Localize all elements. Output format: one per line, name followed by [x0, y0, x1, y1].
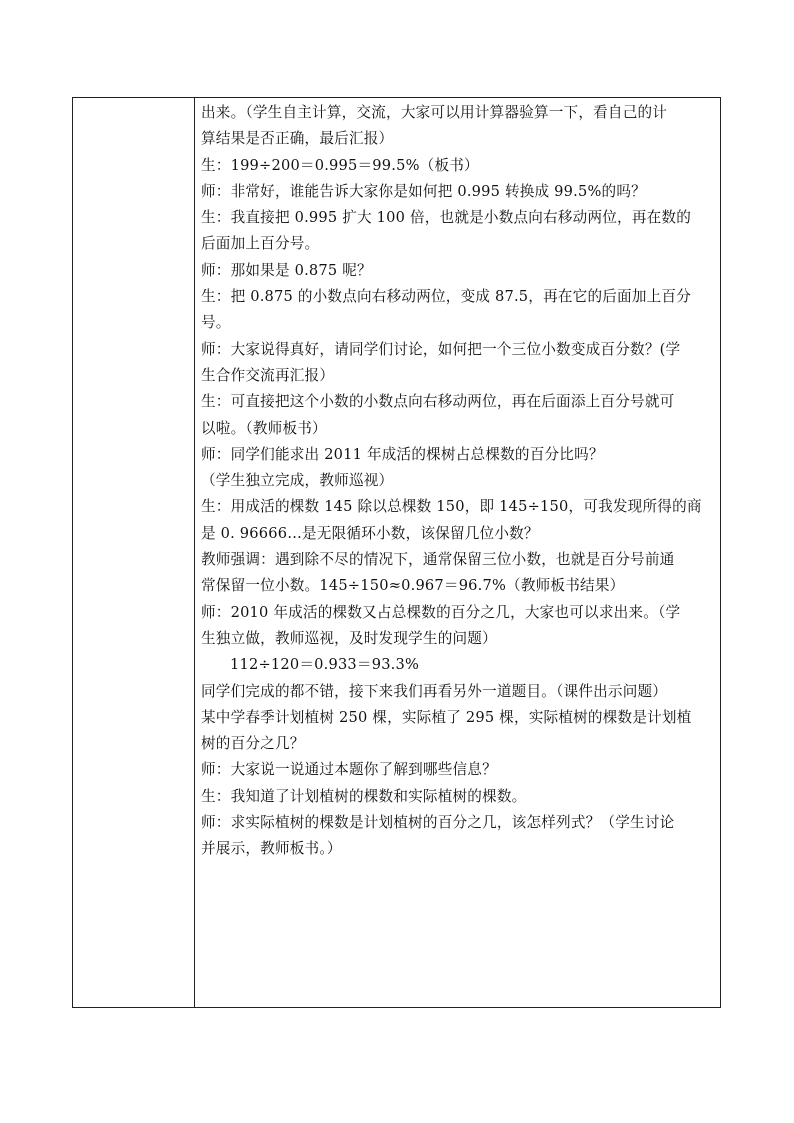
text-line: 师：求实际植树的棵数是计划植树的百分之几，该怎样列式？（学生讨论: [201, 814, 675, 832]
text-line: 生独立做，教师巡视，及时发现学生的问题）: [201, 629, 497, 647]
lesson-table: [72, 97, 721, 1008]
text-line: 以啦。（教师板书）: [201, 419, 327, 437]
text-line: 后面加上百分号。: [201, 235, 320, 253]
text-line: 常保留一位小数。145÷150≈0.967＝96.7%（教师板书结果）: [201, 577, 625, 595]
text-line: 师：大家说得真好，请同学们讨论，如何把一个三位小数变成百分数？(学: [201, 340, 681, 358]
text-line: 师：那如果是 0.875 呢？: [201, 261, 372, 279]
text-line: 生：我知道了计划植树的棵数和实际植树的棵数。: [201, 787, 527, 805]
text-line: 师：2010 年成活的棵数又占总棵数的百分之几，大家也可以求出来。（学: [201, 603, 681, 621]
text-line: 生：可直接把这个小数的小数点向右移动两位，再在后面添上百分号就可: [201, 393, 675, 411]
equation-line: 112÷120＝0.933＝93.3%: [230, 656, 420, 674]
text-line: 生：把 0.875 的小数点向右移动两位，变成 87.5，再在它的后面加上百分: [201, 288, 692, 306]
left-column-cell: [73, 98, 195, 1007]
text-line: 同学们完成的都不错，接下来我们再看另外一道题目。（课件出示问题）: [201, 682, 668, 700]
text-line: 生：199÷200＝0.995＝99.5%（板书）: [201, 156, 479, 174]
text-line: 生：用成活的棵数 145 除以总棵数 150，即 145÷150，可我发现所得的商: [201, 498, 702, 516]
text-line: 是 0. 96666…是无限循环小数，该保留几位小数？: [201, 524, 539, 542]
text-line: 师：非常好，谁能告诉大家你是如何把 0.995 转换成 99.5%的吗？: [201, 182, 646, 200]
text-line: 生：我直接把 0.995 扩大 100 倍，也就是小数点向右移动两位，再在数的: [201, 209, 692, 227]
text-line: 算结果是否正确，最后汇报）: [201, 130, 394, 148]
text-line: 号。: [201, 314, 231, 332]
text-line: 树的百分之几？: [201, 735, 305, 753]
lesson-content-cell: [195, 98, 720, 1007]
text-line: （学生独立完成，教师巡视）: [201, 472, 394, 490]
text-line: 出来。（学生自主计算，交流，大家可以用计算器验算一下，看自己的计: [201, 104, 668, 121]
text-line: 某中学春季计划植树 250 棵，实际植了 295 棵，实际植树的棵数是计划植: [201, 708, 692, 726]
text-line: 师：大家说一说通过本题你了解到哪些信息？: [201, 761, 497, 779]
text-line: 并展示，教师板书。）: [201, 840, 342, 858]
text-line: 生合作交流再汇报）: [201, 366, 335, 384]
text-line: 师：同学们能求出 2011 年成活的棵树占总棵数的百分比吗？: [201, 445, 604, 463]
text-line: 教师强调：遇到除不尽的情况下，通常保留三位小数，也就是百分号前通: [201, 551, 675, 569]
